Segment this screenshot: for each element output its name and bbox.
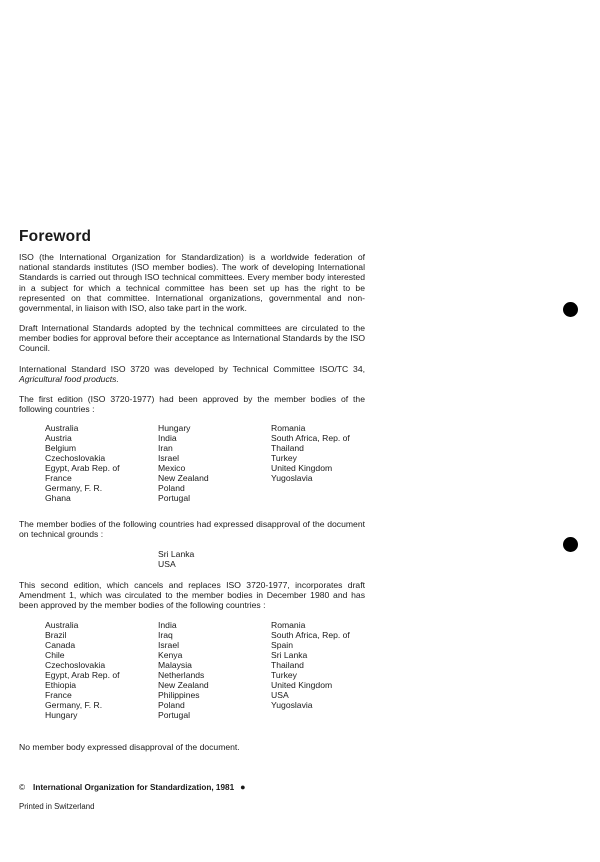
country-item: Sri Lanka: [271, 650, 308, 660]
country-item: Ethiopia: [45, 680, 77, 690]
country-item: Ghana: [45, 493, 71, 503]
copyright-icon: ©: [19, 783, 26, 792]
country-item: India: [158, 620, 177, 630]
country-item: Sri Lanka: [158, 549, 195, 559]
country-item: New Zealand: [158, 473, 209, 483]
disapproval-paragraph: The member bodies of the following countries had expressed disapproval of the document on technical grounds :: [19, 519, 365, 540]
country-item: Spain: [271, 640, 293, 650]
country-item: Portugal: [158, 710, 191, 720]
country-item: Hungary: [45, 710, 78, 720]
second-edition-col-2: [158, 620, 209, 720]
country-item: USA: [158, 559, 176, 569]
committee-title: Agricultural food products.: [19, 374, 119, 385]
country-item: Egypt, Arab Rep. of: [45, 670, 120, 680]
country-item: United Kingdom: [271, 680, 333, 690]
country-item: Thailand: [271, 660, 304, 670]
country-item: Netherlands: [158, 670, 205, 680]
country-item: New Zealand: [158, 680, 209, 690]
country-item: USA: [271, 690, 289, 700]
country-item: Iran: [158, 443, 173, 453]
margin-bullet-icon: [563, 537, 578, 552]
country-item: France: [45, 473, 72, 483]
first-edition-col-2: [158, 423, 209, 503]
bullet-icon: ●: [240, 782, 246, 792]
development-paragraph: [19, 364, 365, 384]
country-item: Romania: [271, 423, 306, 433]
country-item: Australia: [45, 620, 79, 630]
country-item: Canada: [45, 640, 76, 650]
country-item: Romania: [271, 620, 306, 630]
foreword-heading: Foreword: [19, 228, 92, 245]
country-item: Belgium: [45, 443, 77, 453]
country-item: Thailand: [271, 443, 304, 453]
country-item: Brazil: [45, 630, 67, 640]
no-disapproval-paragraph: No member body expressed disapproval of the document.: [19, 742, 240, 752]
first-edition-paragraph: The first edition (ISO 3720-1977) had been approved by the member bodies of the following countries :: [19, 394, 365, 415]
first-edition-col-3: [271, 423, 350, 483]
margin-bullet-icon: [563, 302, 578, 317]
country-item: Israel: [158, 453, 180, 463]
second-edition-paragraph: This second edition, which cancels and replaces ISO 3720-1977, incorporates draft Amendment 1, which was circulated to the member bodies in December 1980 and has been approved by the member bodies of the following countries :: [19, 580, 365, 611]
intro-paragraph: ISO (the International Organization for Standardization) is a worldwide federation of national standards institutes (ISO member bodies). The work of developing International Standards is carried out through ISO technical committees. Every member body interested in a subject for which a technical committee has been set up has the right to be represented on that committee. International organizations, governmental and non-governmental, in liaison with ISO, also take part in the work.: [19, 252, 365, 314]
country-item: South Africa, Rep. of: [271, 433, 350, 443]
country-item: India: [158, 433, 177, 443]
country-item: Czechoslovakia: [45, 453, 106, 463]
country-item: Australia: [45, 423, 79, 433]
draft-standards-paragraph: Draft International Standards adopted by the technical committees are circulated to the member bodies for approval before their acceptance as International Standards by the ISO Council.: [19, 323, 365, 354]
second-edition-col-1: [45, 620, 120, 720]
country-item: Yugoslavia: [271, 473, 313, 483]
country-item: Israel: [158, 640, 180, 650]
country-item: Portugal: [158, 493, 191, 503]
country-item: South Africa, Rep. of: [271, 630, 350, 640]
disapproval-country-list: [158, 549, 194, 569]
country-item: Egypt, Arab Rep. of: [45, 463, 120, 473]
country-item: Turkey: [271, 453, 297, 463]
country-item: Poland: [158, 483, 185, 493]
country-item: Yugoslavia: [271, 700, 313, 710]
printed-in-text: Printed in Switzerland: [19, 802, 95, 811]
country-item: Chile: [45, 650, 65, 660]
country-item: Philippines: [158, 690, 200, 700]
country-item: Kenya: [158, 650, 183, 660]
country-item: Iraq: [158, 630, 173, 640]
country-item: Germany, F. R.: [45, 700, 103, 710]
first-edition-col-1: [45, 423, 120, 503]
country-item: United Kingdom: [271, 463, 333, 473]
second-edition-col-3: [271, 620, 350, 710]
country-item: Austria: [45, 433, 72, 443]
country-item: Germany, F. R.: [45, 483, 103, 493]
country-item: Czechoslovakia: [45, 660, 106, 670]
country-item: France: [45, 690, 72, 700]
country-item: Poland: [158, 700, 185, 710]
country-item: Turkey: [271, 670, 297, 680]
copyright-line: [19, 782, 246, 792]
country-item: Malaysia: [158, 660, 192, 670]
country-item: Hungary: [158, 423, 191, 433]
country-item: Mexico: [158, 463, 186, 473]
copyright-text: International Organization for Standardization, 1981: [33, 783, 235, 792]
development-text: International Standard ISO 3720 was developed by Technical Committee ISO/TC 34,: [19, 364, 365, 374]
